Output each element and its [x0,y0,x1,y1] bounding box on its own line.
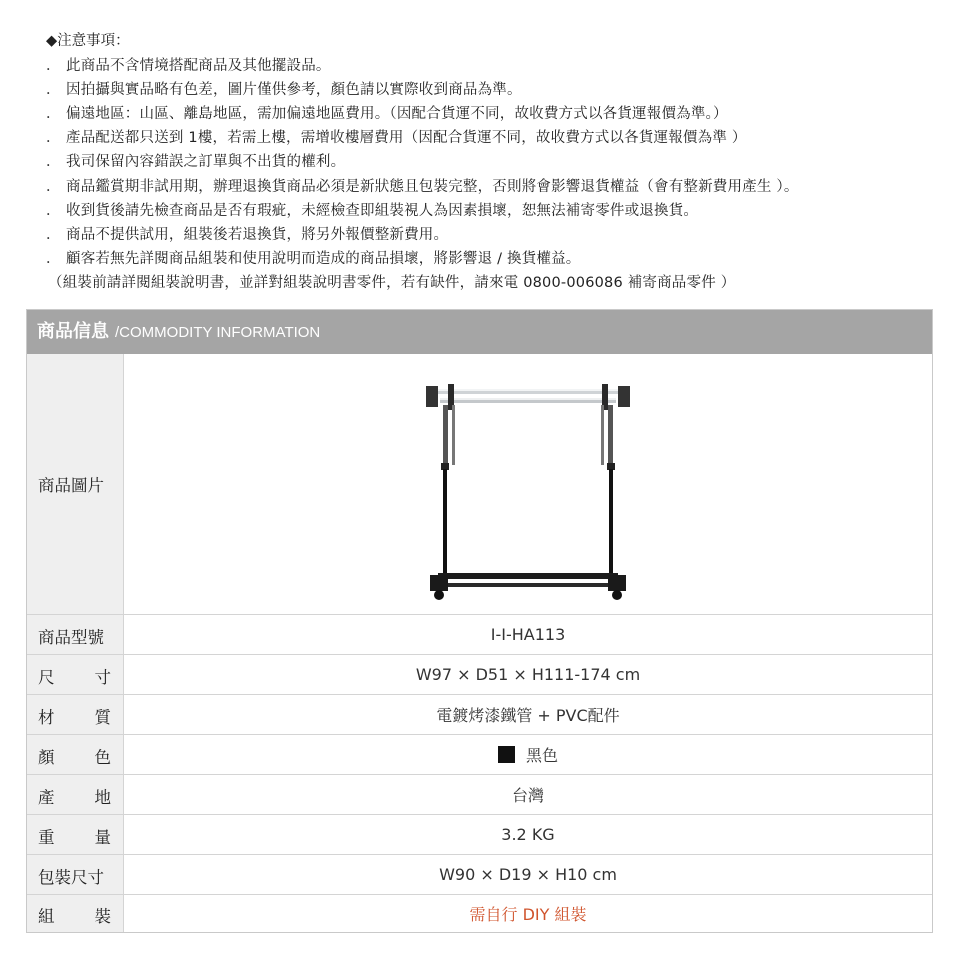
table-row [27,734,932,774]
row-label: 商品圖片 [38,476,104,495]
table-row [27,774,932,814]
notice-item: ． 產品配送都只送到 1樓，若需上樓，需增收樓層費用（因配合貨運不同，故收費方式以各貨運報價為準 ） [46,130,747,146]
commodity-info-table [26,309,933,933]
product-image-cell [124,354,932,614]
notice-item: ． 我司保留內容錯誤之訂單與不出貨的權利。 [46,154,346,170]
table-row [27,894,932,932]
table-row [27,654,932,694]
row-label: 重 量 [38,828,111,847]
color-name: 黑色 [525,746,558,765]
row-value: 台灣 [511,786,544,805]
row-label: 組 裝 [38,907,111,926]
table-row [27,694,932,734]
row-label: 產 地 [38,788,111,807]
section-subtitle: /COMMODITY INFORMATION [115,324,321,341]
row-value: 3.2 KG [501,825,555,844]
row-label: 顏 色 [38,748,111,767]
notice-item: ． 商品不提供試用，組裝後若退換貨，將另外報價整新費用。 [46,227,449,243]
table-row [27,814,932,854]
notice-title: ◆注意事項： [46,33,130,49]
table-row [27,854,932,894]
notice-item: ． 此商品不含情境搭配商品及其他擺設品。 [46,58,331,74]
row-value [124,735,932,774]
notice-item: ． 因拍攝與實品略有色差，圖片僅供參考，顏色請以實際收到商品為準。 [46,82,522,98]
notice-item: ． 商品鑑賞期非試用期，辦理退換貨商品必須是新狀態且包裝完整，否則將會影響退貨權益（會有整新費用產生 ）。 [46,179,799,195]
row-value: 電鍍烤漆鐵管 + PVC配件 [436,706,620,725]
notice-item: ． 偏遠地區：山區、離島地區，需加偏遠地區費用。（因配合貨運不同，故收費方式以各貨運報價為準。） [46,106,728,122]
section-header [27,310,932,354]
notice-item: ． 顧客若無先詳閱商品組裝和使用說明而造成的商品損壞，將影響退 / 換貨權益。 [46,251,581,267]
row-label: 商品型號 [38,628,104,647]
row-value: W97 × D51 × H111-174 cm [415,665,641,684]
row-label: 包裝尺寸 [38,868,104,887]
row-label: 材 質 [38,708,111,727]
notice-item: ． 收到貨後請先檢查商品是否有瑕疵，未經檢查即組裝視人為因素損壞，恕無法補寄零件或退換貨。 [46,203,699,219]
row-value: W90 × D19 × H10 cm [439,865,617,884]
clothes-rack-image [418,371,638,603]
notice-footer: （組裝前請詳閱組裝說明書，並詳對組裝說明書零件，若有缺件，請來電 0800-006086 補寄商品零件 ） [48,275,736,291]
table-row [27,614,932,654]
section-title: 商品信息 [37,321,109,342]
product-image-row [27,354,932,614]
row-value: 需自行 DIY 組裝 [469,905,587,924]
row-value: I-I-HA113 [490,625,566,644]
color-swatch [498,746,515,763]
row-label: 尺 寸 [38,668,111,687]
